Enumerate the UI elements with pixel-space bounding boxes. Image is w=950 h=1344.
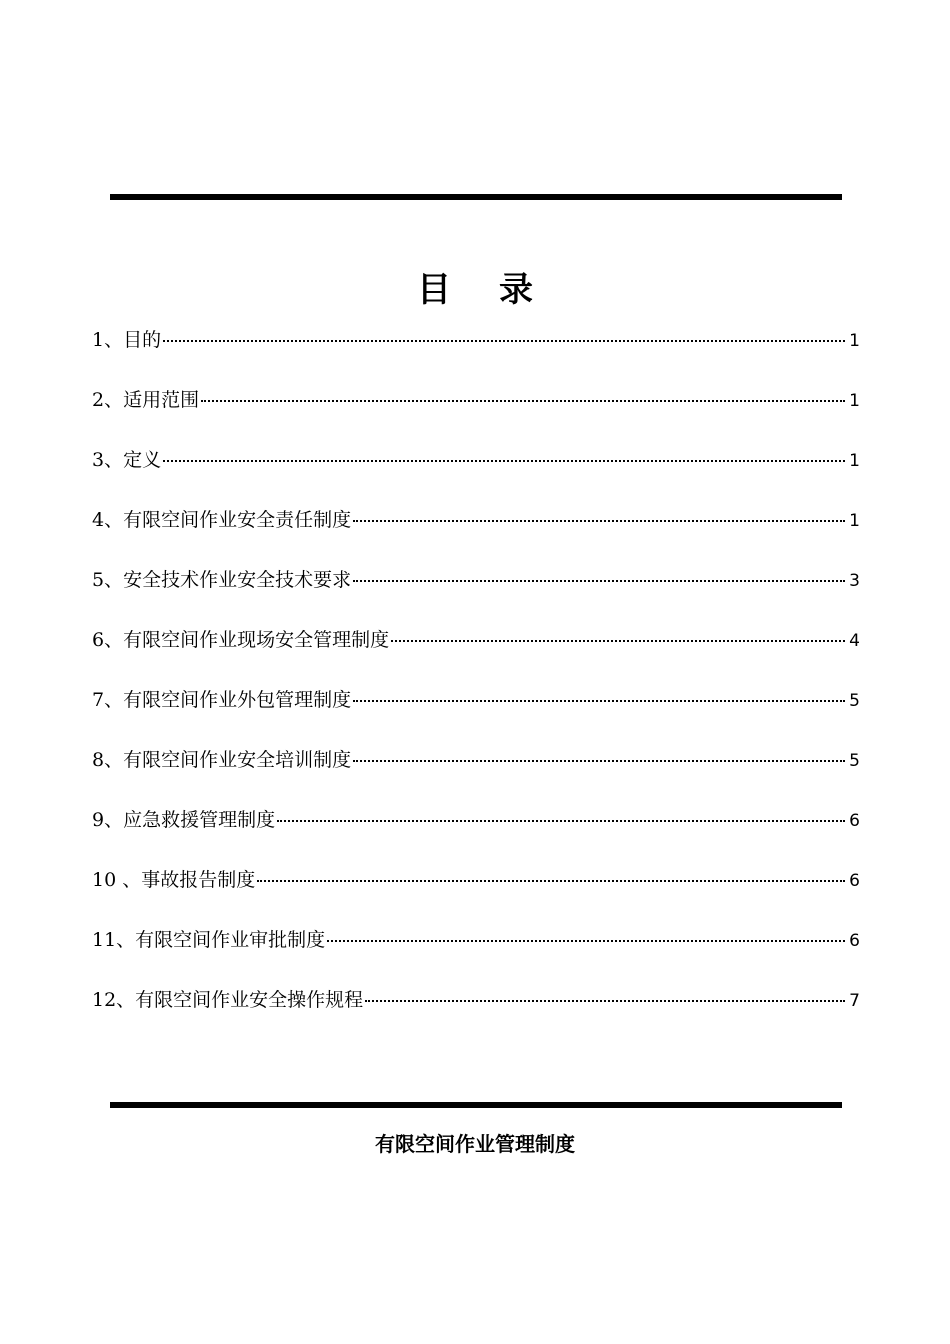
toc-dot-leader (353, 520, 845, 522)
toc-dot-leader (353, 580, 845, 582)
toc-entry-9[interactable] (92, 802, 860, 862)
toc-dot-leader (201, 400, 845, 402)
toc-entry-3[interactable] (92, 442, 860, 502)
document-title: 有限空间作业管理制度 (375, 1132, 575, 1156)
toc-entry-page: 3 (849, 571, 860, 591)
toc-entry-11[interactable] (92, 922, 860, 982)
toc-dot-leader (391, 640, 845, 642)
toc-entry-page: 1 (849, 511, 860, 531)
toc-title: 目录 (417, 270, 581, 310)
toc-entry-10[interactable] (92, 862, 860, 922)
toc-entry-label: 2、适用范围 (92, 389, 200, 411)
toc-entry-label: 10 、事故报告制度 (92, 869, 256, 891)
toc-entry-label: 4、有限空间作业安全责任制度 (92, 509, 352, 531)
toc-entry-page: 6 (849, 931, 860, 951)
toc-dot-leader (163, 460, 845, 462)
toc-entry-page: 1 (849, 391, 860, 411)
toc-entry-label: 6、有限空间作业现场安全管理制度 (92, 629, 390, 651)
toc-entry-label: 3、定义 (92, 449, 162, 471)
toc-entry-label: 12、有限空间作业安全操作规程 (92, 989, 364, 1011)
toc-entry-label: 1、目的 (92, 329, 162, 351)
toc-entry-label: 7、有限空间作业外包管理制度 (92, 689, 352, 711)
toc-entry-2[interactable] (92, 382, 860, 442)
toc-entry-page: 1 (849, 331, 860, 351)
toc-dot-leader (365, 1000, 845, 1002)
toc-entry-8[interactable] (92, 742, 860, 802)
toc-dot-leader (353, 760, 845, 762)
toc-entry-page: 5 (849, 751, 860, 771)
toc-entry-page: 7 (849, 991, 860, 1011)
toc-entry-page: 6 (849, 811, 860, 831)
toc-entry-4[interactable] (92, 502, 860, 562)
toc-entry-label: 9、应急救援管理制度 (92, 809, 276, 831)
toc-entry-5[interactable] (92, 562, 860, 622)
toc-entry-page: 6 (849, 871, 860, 891)
toc-dot-leader (353, 700, 845, 702)
bottom-divider-rule (110, 1102, 842, 1108)
toc-entry-7[interactable] (92, 682, 860, 742)
toc-entry-label: 11、有限空间作业审批制度 (92, 929, 326, 951)
toc-entry-page: 1 (849, 451, 860, 471)
toc-dot-leader (257, 880, 845, 882)
toc-dot-leader (163, 340, 845, 342)
toc-entry-label: 5、安全技术作业安全技术要求 (92, 569, 352, 591)
toc-dot-leader (277, 820, 845, 822)
table-of-contents (92, 322, 860, 1042)
toc-entry-label: 8、有限空间作业安全培训制度 (92, 749, 352, 771)
toc-dot-leader (327, 940, 845, 942)
toc-entry-6[interactable] (92, 622, 860, 682)
toc-entry-page: 4 (849, 631, 860, 651)
toc-entry-1[interactable] (92, 322, 860, 382)
toc-entry-page: 5 (849, 691, 860, 711)
top-divider-rule (110, 194, 842, 200)
toc-entry-12[interactable] (92, 982, 860, 1042)
